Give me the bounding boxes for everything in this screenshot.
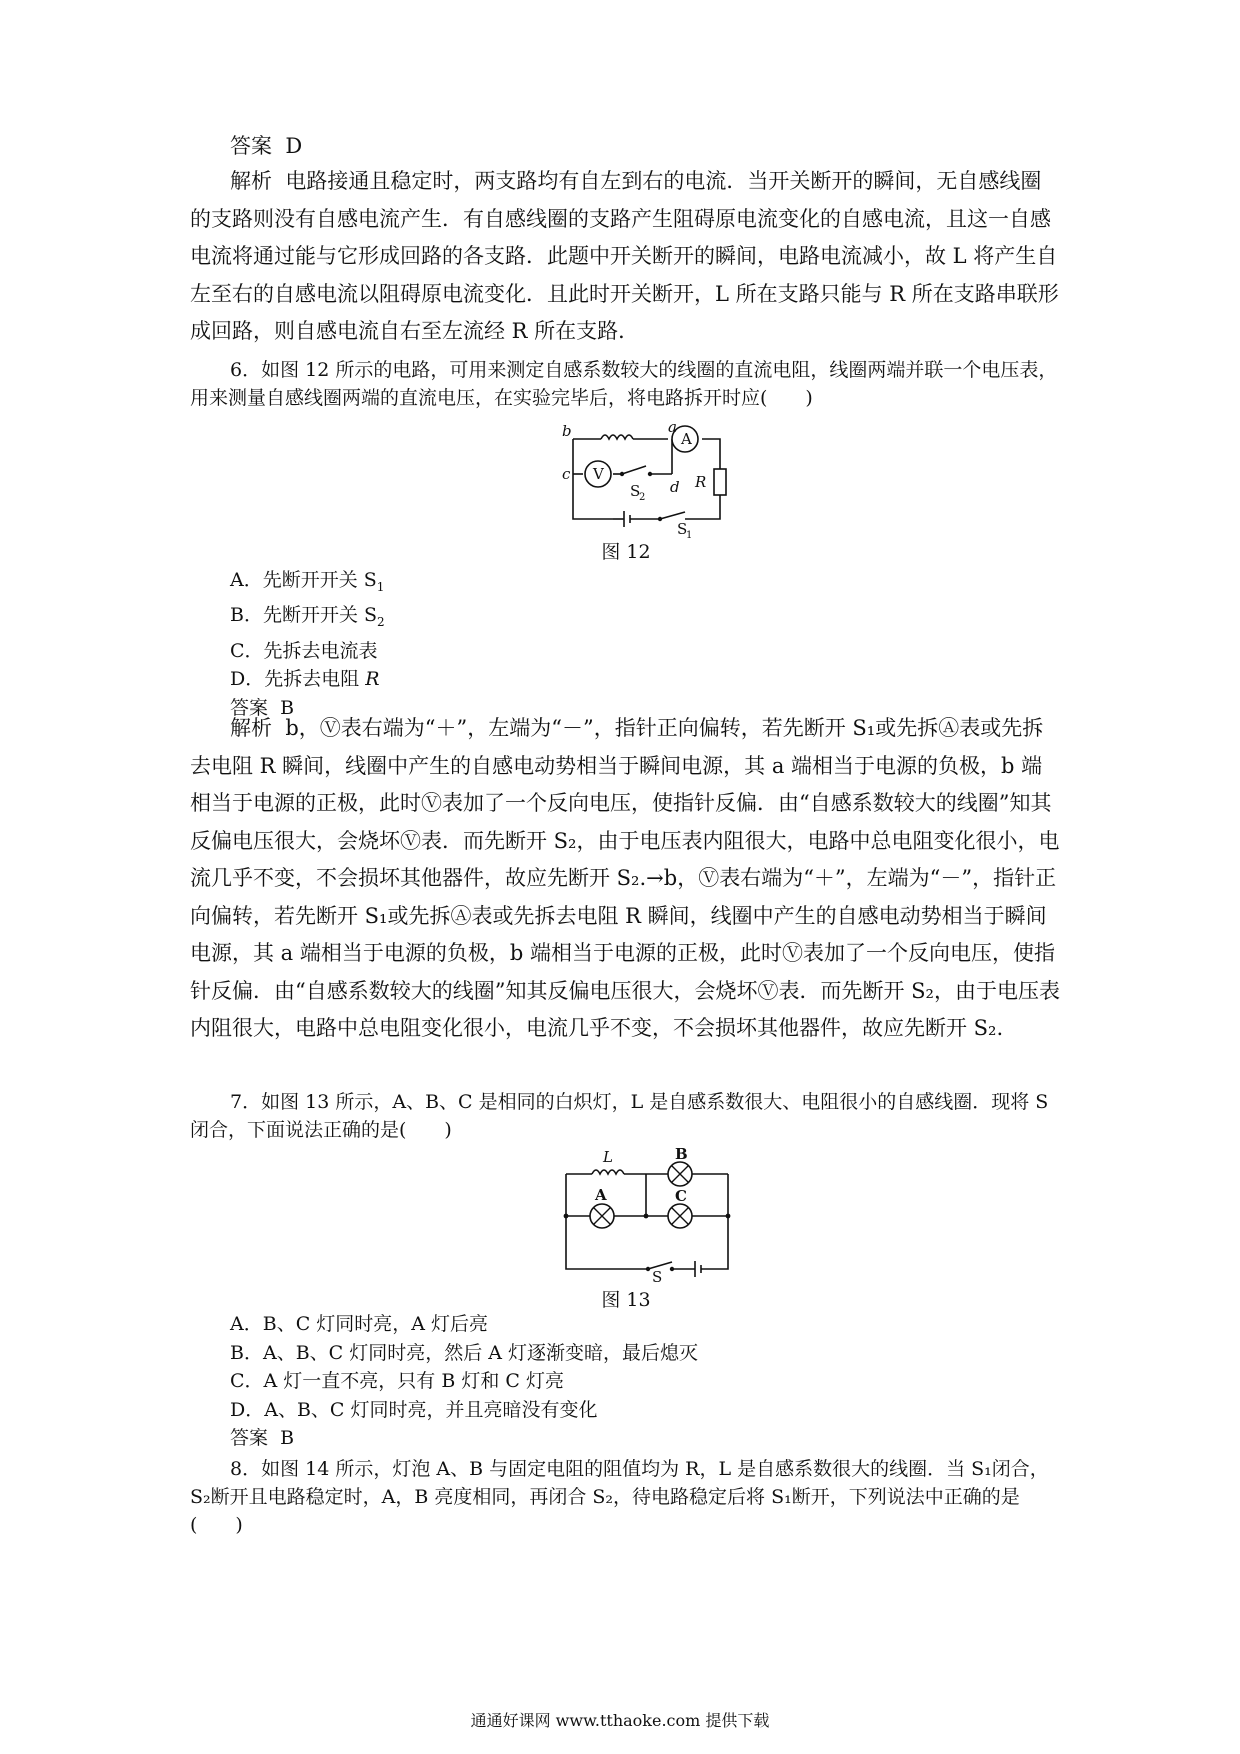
question-6-options [190, 566, 1062, 722]
figure-13-caption: 图 13 [601, 1289, 651, 1311]
option-text: A 灯一直不亮，只有 B 灯和 C 灯亮 [263, 1370, 564, 1392]
question-6 [190, 356, 1062, 412]
node-a-label: a [668, 418, 677, 436]
question-7 [190, 1088, 1062, 1144]
lamp-b-label: B [675, 1145, 688, 1163]
coil-l-label: L [603, 1148, 613, 1166]
circuit-diagram-13 [190, 1144, 1062, 1286]
option-subscript: 2 [377, 615, 385, 630]
option-letter: D． [230, 1398, 265, 1421]
option-letter: A． [230, 569, 263, 591]
option-text: 先拆去电流表 [263, 639, 378, 662]
option-d [190, 1396, 1062, 1425]
option-text: 先断开开关 S [262, 604, 378, 627]
option-text: 先断开开关 S [262, 569, 377, 591]
voltmeter-label: V [593, 465, 604, 483]
analysis-text: b，Ⓥ表右端为“＋”，左端为“－”，指针正向偏转，若先断开 S₁或先拆Ⓐ表或先拆去电阻 R 瞬间，线圈中产生的自感电动势相当于瞬间电源，其 a 端相当于电源的负极，b 端相当于电源的正极，此时Ⓥ表加了一个反向电压，使指针反偏．由“自感系数较大的线圈”知其反偏电压很大，会烧坏Ⓥ表．而先断开 S₂，由于电压表内阻很大，电路中总电阻变化很小，电流几乎不变，不会损坏其他器件，故应先断开 S₂.→b，Ⓥ表右端为“＋”，左端为“－”，指针正向偏转，若先断开 S₁或先拆Ⓐ表或先拆去电阻 R 瞬间，线圈中产生的自感电动势相当于瞬间电源，其 a 端相当于电源的负极，b 端相当于电源的正极，此时Ⓥ表加了一个反向电压，使指针反偏．由“自感系数较大的线圈”知其反偏电压很大，会烧坏Ⓥ表．而先断开 S₂，由于电压表内阻很大，电路中总电阻变化很小，电流几乎不变，不会损坏其他器件，故应先断开 S₂. [190, 716, 1060, 1040]
answer-label: 答案 [230, 134, 272, 158]
option-text: A、B、C 灯同时亮，然后 A 灯逐渐变暗，最后熄灭 [262, 1341, 699, 1364]
option-tail: R [365, 668, 380, 691]
answer-value: D [285, 134, 303, 158]
option-b [190, 1339, 1062, 1368]
node-b-label: b [562, 422, 572, 440]
option-c [190, 1367, 1062, 1396]
analysis-6-paragraph [190, 710, 1062, 1048]
switch-s-label: S [652, 1268, 663, 1286]
page-footer: 通通好课网 www.tthaoke.com 提供下载 [470, 1711, 770, 1730]
option-b [190, 601, 1062, 636]
lamp-c-label: C [675, 1187, 687, 1205]
lamp-a-label: A [595, 1186, 607, 1204]
option-letter: B． [230, 604, 263, 627]
option-letter: B． [230, 1341, 263, 1364]
option-letter: A． [230, 1313, 263, 1335]
switch-s2-subscript: 2 [639, 492, 646, 503]
question-7-options [190, 1310, 1062, 1453]
question-7-stem: 7．如图 13 所示，A、B、C 是相同的白炽灯，L 是自感系数很大、电阻很小的自感线圈．现将 S 闭合，下面说法正确的是( ) [190, 1091, 1049, 1141]
option-letter: C． [230, 639, 264, 662]
answer-value: B [280, 1427, 295, 1449]
figure-12-caption: 图 12 [601, 541, 651, 563]
answer-value: B [280, 696, 295, 719]
option-letter: D． [230, 668, 265, 691]
ammeter-label: A [681, 430, 692, 448]
switch-s2-label: S [630, 482, 641, 500]
analysis-label: 解析 [230, 169, 272, 193]
resistor-label: R [695, 473, 707, 491]
question-6-stem: 6．如图 12 所示的电路，可用来测定自感系数较大的线圈的直流电阻，线圈两端并联一个电压表，用来测量自感线圈两端的直流电压，在实验完毕后，将电路拆开时应( ) [190, 359, 1058, 409]
switch-s1-subscript: 1 [686, 530, 693, 541]
circuit-diagram-12 [190, 414, 1062, 541]
option-d [190, 665, 1062, 694]
answer-5 [190, 128, 1062, 166]
option-text: 先拆去电阻 [264, 668, 366, 691]
answer-5-line [190, 128, 1062, 166]
switch-s1-label: S [677, 520, 688, 538]
figure-12 [190, 414, 1062, 566]
figure-13 [190, 1144, 1062, 1314]
question-8-stem: 8．如图 14 所示，灯泡 A、B 与固定电阻的阻值均为 R，L 是自感系数很大的线圈．当 S₁闭合，S₂断开且电路稳定时，A，B 亮度相同，再闭合 S₂，待电路稳定后将 S₁断开，下列说法中正确的是( ) [190, 1458, 1049, 1536]
option-subscript: 1 [376, 579, 385, 594]
answer-label: 答案 [230, 1427, 269, 1449]
analysis-6 [190, 710, 1062, 1048]
option-a [190, 1310, 1062, 1339]
answer-7 [190, 1424, 1062, 1453]
option-a [190, 566, 1062, 601]
node-c-label: c [562, 465, 571, 483]
option-letter: C． [230, 1370, 264, 1392]
option-text: B、C 灯同时亮，A 灯后亮 [262, 1313, 489, 1335]
analysis-5-paragraph [190, 163, 1062, 351]
analysis-text: 电路接通且稳定时，两支路均有自左到右的电流．当开关断开的瞬间，无自感线圈的支路则没有自感电流产生．有自感线圈的支路产生阻碍原电流变化的自感电流，且这一自感电流将通过能与它形成回路的各支路．此题中开关断开的瞬间，电路电流减小，故 L 将产生自左至右的自感电流以阻碍原电流变化．且此时开关断开，L 所在支路只能与 R 所在支路串联形成回路，则自感电流自右至左流经 R 所在支路． [190, 169, 1059, 343]
analysis-5 [190, 163, 1062, 351]
option-text: A、B、C 灯同时亮，并且亮暗没有变化 [264, 1398, 598, 1421]
analysis-label: 解析 [230, 716, 272, 740]
answer-label: 答案 [230, 696, 269, 719]
option-c [190, 637, 1062, 666]
node-d-label: d [670, 478, 680, 496]
question-8 [190, 1455, 1062, 1539]
